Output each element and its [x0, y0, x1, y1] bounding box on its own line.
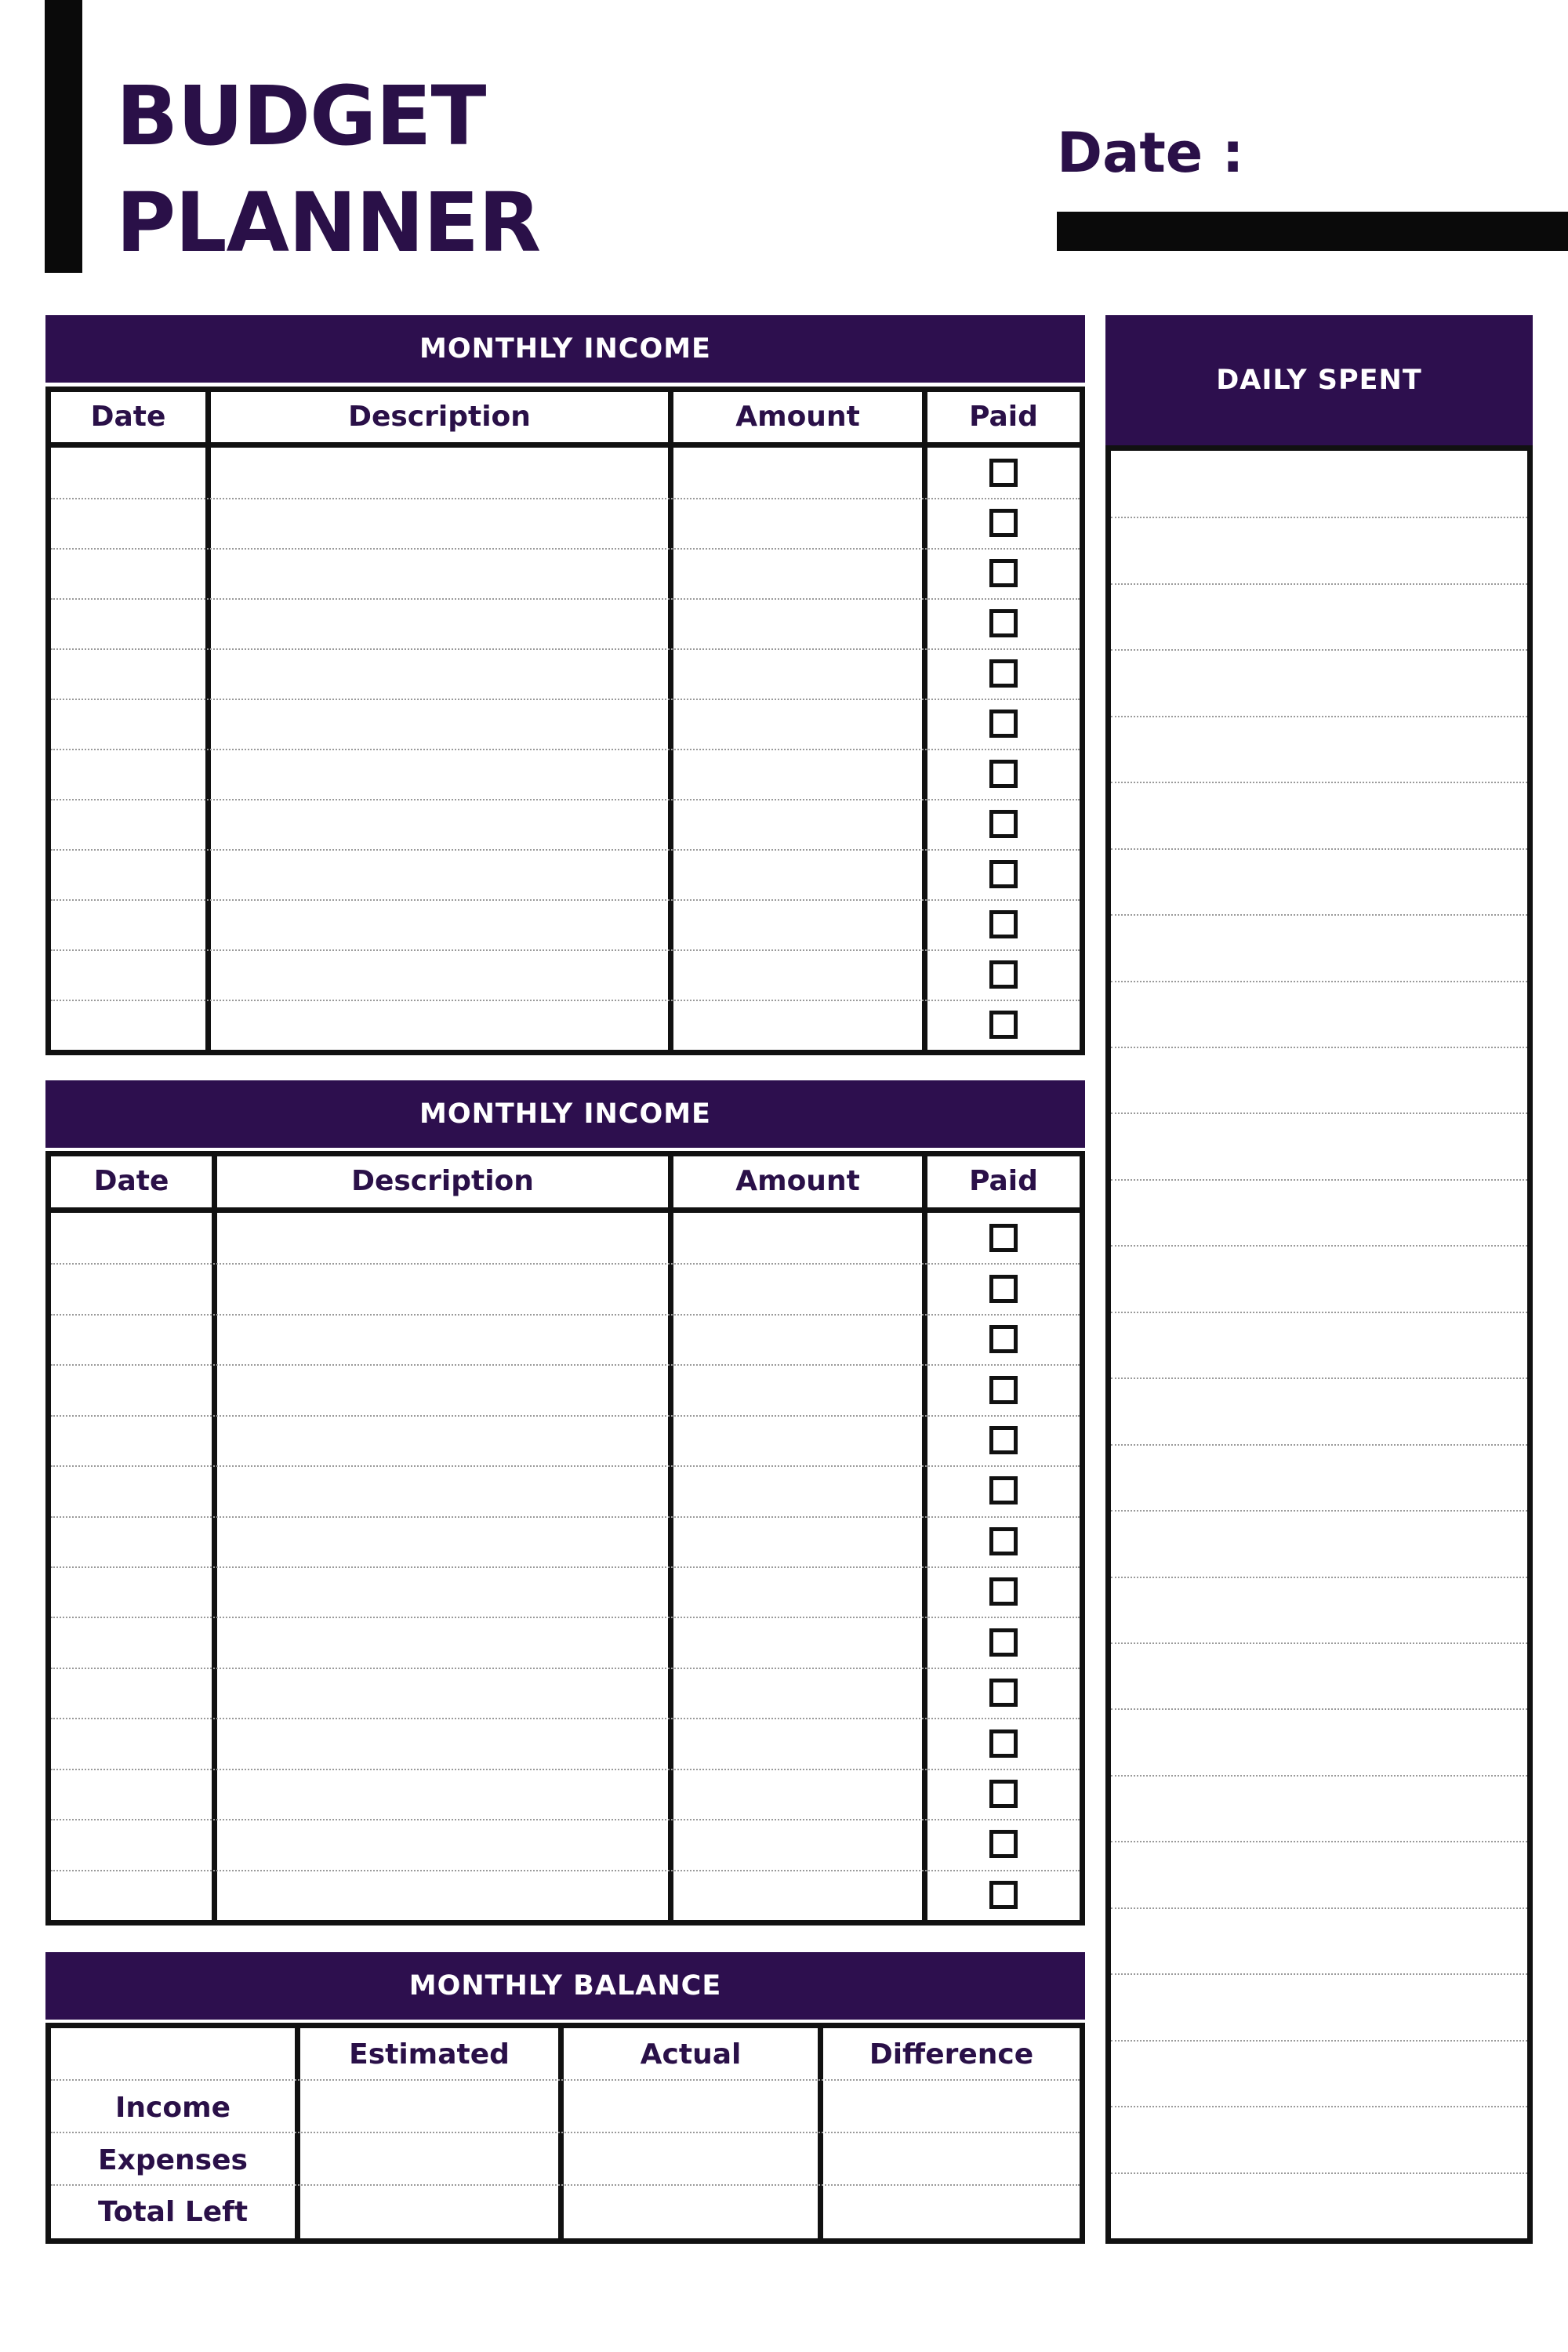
daily-spent-line[interactable]	[1111, 1973, 1527, 1975]
income-table-2-header: MONTHLY INCOME	[45, 1080, 1085, 1148]
paid-checkbox[interactable]	[989, 1527, 1018, 1555]
table-row-line	[51, 648, 1080, 650]
daily-spent-line[interactable]	[1111, 1312, 1527, 1313]
daily-spent-line[interactable]	[1111, 1179, 1527, 1181]
daily-spent-line[interactable]	[1111, 1444, 1527, 1446]
table-row-line	[51, 1617, 1080, 1618]
balance-table-row-line	[51, 2132, 1080, 2133]
paid-checkbox[interactable]	[989, 810, 1018, 838]
table-row-line	[51, 699, 1080, 700]
income-table-2-col-date: Date	[93, 1165, 169, 1197]
daily-spent-line[interactable]	[1111, 1642, 1527, 1644]
paid-checkbox[interactable]	[989, 1780, 1018, 1808]
balance-table-col-divider	[558, 2023, 564, 2244]
table-row-line	[51, 1769, 1080, 1770]
daily-spent-line[interactable]	[1111, 517, 1527, 518]
daily-spent-line[interactable]	[1111, 981, 1527, 982]
daily-spent-line[interactable]	[1111, 716, 1527, 717]
balance-col-estimated: Estimated	[349, 2038, 510, 2071]
table-row-line	[51, 1263, 1080, 1265]
paid-checkbox[interactable]	[989, 710, 1018, 738]
income-table-2-col-divider	[668, 1151, 673, 1926]
paid-checkbox[interactable]	[989, 459, 1018, 487]
table-row-line	[51, 949, 1080, 951]
decorative-side-bar	[45, 0, 82, 273]
table-row-line	[51, 1870, 1080, 1871]
table-row-line	[51, 799, 1080, 800]
paid-checkbox[interactable]	[989, 1628, 1018, 1657]
table-row-line	[51, 548, 1080, 550]
daily-spent-line[interactable]	[1111, 1047, 1527, 1048]
paid-checkbox[interactable]	[989, 860, 1018, 888]
page-title-line-2: PLANNER	[116, 175, 541, 270]
table-row-line	[51, 849, 1080, 851]
paid-checkbox[interactable]	[989, 1476, 1018, 1504]
paid-checkbox[interactable]	[989, 1426, 1018, 1454]
paid-checkbox[interactable]	[989, 1830, 1018, 1858]
table-row-line	[51, 1668, 1080, 1669]
table-row-line	[51, 1718, 1080, 1719]
paid-checkbox[interactable]	[989, 1011, 1018, 1039]
paid-checkbox[interactable]	[989, 559, 1018, 587]
table-row-line	[51, 598, 1080, 600]
paid-checkbox[interactable]	[989, 960, 1018, 989]
daily-spent-line[interactable]	[1111, 1907, 1527, 1909]
daily-spent-header: DAILY SPENT	[1105, 315, 1533, 445]
daily-spent-line[interactable]	[1111, 2040, 1527, 2042]
balance-table-col-divider	[818, 2023, 823, 2244]
daily-spent-line[interactable]	[1111, 1708, 1527, 1710]
income-table-1-col-divider	[668, 387, 673, 1055]
paid-checkbox[interactable]	[989, 1224, 1018, 1252]
table-row-line	[51, 1516, 1080, 1518]
income-table-1	[45, 387, 1085, 1055]
daily-spent-line[interactable]	[1111, 1245, 1527, 1247]
daily-spent-line[interactable]	[1111, 1377, 1527, 1379]
table-row-line	[51, 899, 1080, 901]
income-table-2-col-amount: Amount	[735, 1165, 860, 1197]
paid-checkbox[interactable]	[989, 760, 1018, 788]
daily-spent-line[interactable]	[1111, 848, 1527, 850]
paid-checkbox[interactable]	[989, 659, 1018, 688]
balance-row-expenses: Expenses	[98, 2144, 248, 2176]
daily-spent-line[interactable]	[1111, 1577, 1527, 1578]
date-label: Date :	[1057, 121, 1244, 185]
table-row-line	[51, 1819, 1080, 1820]
daily-spent-line[interactable]	[1111, 1510, 1527, 1512]
daily-spent-line[interactable]	[1111, 914, 1527, 916]
paid-checkbox[interactable]	[989, 1730, 1018, 1758]
daily-spent-line[interactable]	[1111, 782, 1527, 783]
paid-checkbox[interactable]	[989, 509, 1018, 537]
balance-row-income: Income	[114, 2092, 231, 2124]
balance-col-difference: Difference	[869, 2038, 1034, 2071]
daily-spent-line[interactable]	[1111, 1112, 1527, 1114]
paid-checkbox[interactable]	[989, 1275, 1018, 1303]
income-table-1-header: MONTHLY INCOME	[45, 315, 1085, 383]
table-row-line	[51, 1415, 1080, 1417]
daily-spent-line[interactable]	[1111, 2106, 1527, 2107]
balance-table-col-divider	[295, 2023, 300, 2244]
income-table-2-col-divider	[922, 1151, 927, 1926]
income-table-2-header-divider	[45, 1207, 1085, 1213]
paid-checkbox[interactable]	[989, 609, 1018, 637]
table-row-line	[51, 1465, 1080, 1467]
income-table-1-col-description: Description	[348, 401, 531, 433]
paid-checkbox[interactable]	[989, 1881, 1018, 1909]
paid-checkbox[interactable]	[989, 1577, 1018, 1606]
daily-spent-line[interactable]	[1111, 1841, 1527, 1842]
paid-checkbox[interactable]	[989, 1679, 1018, 1707]
income-table-1-col-amount: Amount	[735, 401, 860, 433]
income-table-2-col-divider	[212, 1151, 217, 1926]
income-table-1-col-divider	[205, 387, 211, 1055]
table-row-line	[51, 1364, 1080, 1366]
paid-checkbox[interactable]	[989, 1376, 1018, 1404]
table-row-line	[51, 1000, 1080, 1001]
table-row-line	[51, 498, 1080, 499]
balance-col-actual: Actual	[640, 2038, 742, 2071]
income-table-2-col-paid: Paid	[969, 1165, 1038, 1197]
income-table-2	[45, 1151, 1085, 1926]
income-table-1-col-date: Date	[90, 401, 166, 433]
balance-table-row-line	[51, 2184, 1080, 2186]
income-table-2-col-description: Description	[351, 1165, 534, 1197]
daily-spent-line[interactable]	[1111, 583, 1527, 585]
paid-checkbox[interactable]	[989, 1325, 1018, 1353]
table-row-line	[51, 1314, 1080, 1316]
balance-row-total-left: Total Left	[97, 2196, 249, 2228]
paid-checkbox[interactable]	[989, 910, 1018, 938]
daily-spent-line[interactable]	[1111, 1775, 1527, 1777]
balance-table-header: MONTHLY BALANCE	[45, 1952, 1085, 2020]
daily-spent-line[interactable]	[1111, 649, 1527, 651]
table-row-line	[51, 749, 1080, 750]
table-row-line	[51, 1566, 1080, 1568]
date-entry-line[interactable]	[1057, 212, 1568, 251]
income-table-1-col-paid: Paid	[969, 401, 1038, 433]
income-table-1-header-divider	[45, 442, 1085, 448]
balance-table-row-line	[51, 2079, 1080, 2081]
page-title-line-1: BUDGET	[116, 68, 486, 164]
daily-spent-line[interactable]	[1111, 2172, 1527, 2174]
income-table-1-col-divider	[922, 387, 927, 1055]
